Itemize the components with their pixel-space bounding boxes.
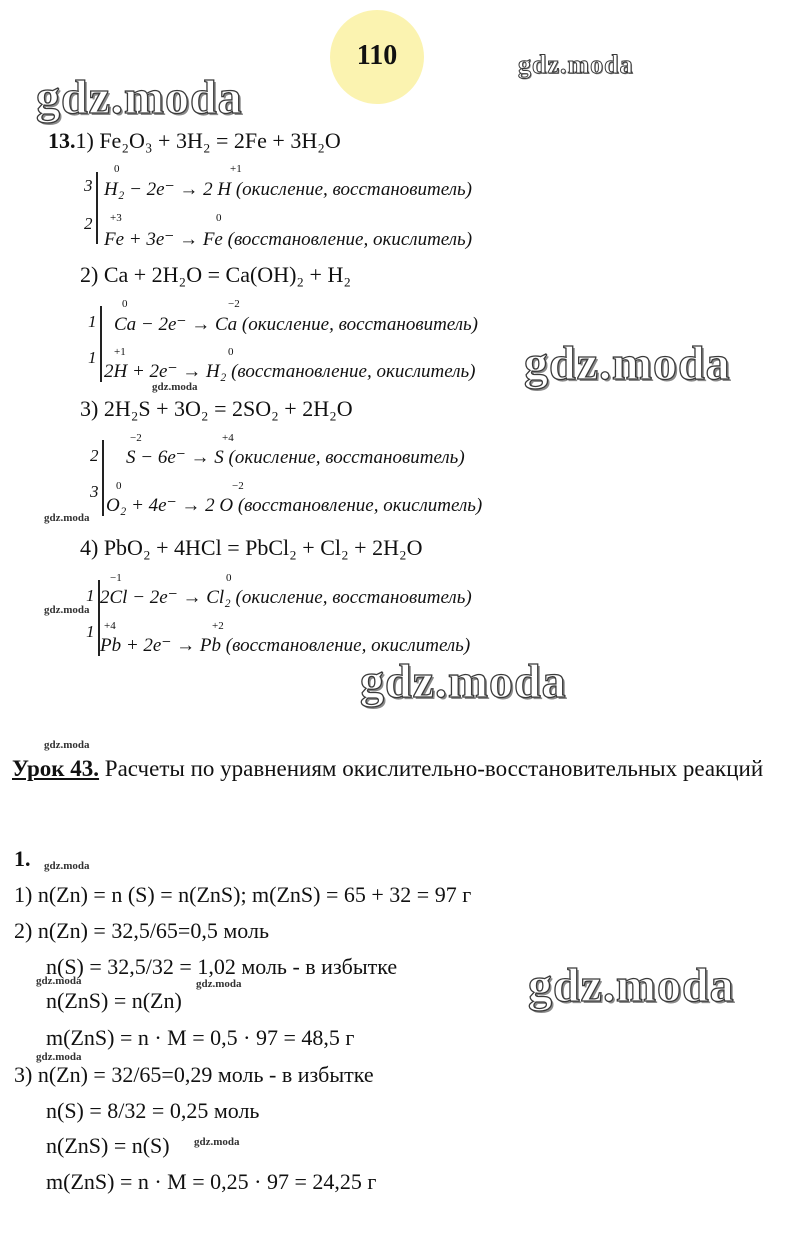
half-reaction: Ca − 2e⁻ → Ca (окисление, восстановитель) (114, 314, 479, 335)
lesson-heading (12, 752, 792, 785)
solution-line: m(ZnS) = n · M = 0,25 · 97 = 24,25 г (46, 1169, 377, 1194)
oxidation-state: +4 (222, 432, 234, 444)
lesson-label: Урок 43. (12, 756, 100, 781)
oxidation-state: +1 (114, 346, 126, 358)
solution-line: 1) n(Zn) = n (S) = n(ZnS); m(ZnS) = 65 + 32 = 97 г (14, 882, 472, 907)
oxidation-state: 0 (216, 212, 222, 224)
half-reaction: 2H + 2e⁻ → H₂ (восстановление, окислитель) (104, 361, 476, 382)
half-reaction-coef: 2 (84, 214, 93, 233)
half-reaction-coef: 1 (86, 622, 95, 641)
half-reaction-coef: 3 (90, 482, 99, 501)
solution-line: 3) n(Zn) = 32/65=0,29 моль - в избытке (14, 1062, 374, 1087)
watermark-small: gdz.moda (194, 1136, 240, 1148)
page-number-badge (330, 10, 424, 104)
half-reaction-coef: 3 (84, 176, 93, 195)
watermark-small: gdz.moda (44, 604, 90, 616)
solution-line: n(S) = 8/32 = 0,25 моль (46, 1098, 260, 1123)
oxidation-state: −2 (130, 432, 142, 444)
reaction-3-equation: 3) 2H₂S + 3O₂ = 2SO₂ + 2H₂O (80, 396, 353, 421)
watermark-small: gdz.moda (152, 381, 198, 393)
oxidation-state: +1 (230, 163, 242, 175)
watermark: gdz.moda (524, 337, 731, 390)
half-reaction: Pb + 2e⁻ → Pb (восстановление, окислитель) (100, 635, 471, 656)
oxidation-state: 0 (226, 572, 232, 584)
page-number: 110 (356, 40, 398, 71)
watermark-small: gdz.moda (44, 739, 90, 751)
oxidation-state: +2 (212, 620, 224, 632)
balance-bar (102, 440, 104, 516)
half-reaction: H₂ − 2e⁻ → 2 H (окисление, восстановитель) (104, 179, 472, 200)
watermark: gdz.moda (528, 959, 735, 1012)
balance-bar (100, 306, 102, 382)
oxidation-state: 0 (114, 163, 120, 175)
oxidation-state: +3 (110, 212, 122, 224)
watermark-small: gdz.moda (36, 1051, 82, 1063)
half-reaction: 2Cl − 2e⁻ → Cl₂ (окисление, восстановитель) (100, 587, 472, 608)
oxidation-state: 0 (116, 480, 122, 492)
half-reaction: O₂ + 4e⁻ → 2 O (восстановление, окислитель) (106, 495, 483, 516)
watermark-small: gdz.moda (196, 978, 242, 990)
half-reaction-coef: 1 (88, 348, 97, 367)
oxidation-state: 0 (122, 298, 128, 310)
watermark-small: gdz.moda (36, 975, 82, 987)
solution-line: n(ZnS) = n(S) (46, 1133, 170, 1158)
half-reaction-coef: 1 (88, 312, 97, 331)
half-reaction-coef: 1 (86, 586, 95, 605)
oxidation-state: −2 (232, 480, 244, 492)
solution-line: n(ZnS) = n(Zn) (46, 988, 182, 1013)
task-13-number: 13. (48, 128, 76, 153)
watermark: gdz.moda (36, 71, 243, 124)
solution-line: m(ZnS) = n · M = 0,5 · 97 = 48,5 г (46, 1025, 355, 1050)
half-reaction: Fe + 3e⁻ → Fe (восстановление, окислитель) (104, 229, 473, 250)
task-1-number: 1. (14, 846, 31, 871)
half-reaction: S − 6e⁻ → S (окисление, восстановитель) (126, 447, 465, 468)
reaction-1-equation: 13.1) Fe₂O₃ + 3H₂ = 2Fe + 3H₂O (48, 128, 341, 153)
reaction-4-equation: 4) PbO₂ + 4HCl = PbCl₂ + Cl₂ + 2H₂O (80, 535, 423, 560)
reaction-2-equation: 2) Ca + 2H₂O = Ca(OH)₂ + H₂ (80, 262, 352, 287)
oxidation-state: −1 (110, 572, 122, 584)
watermark: gdz.moda (360, 655, 567, 708)
half-reaction-coef: 2 (90, 446, 99, 465)
oxidation-state: −2 (228, 298, 240, 310)
balance-bar (96, 172, 98, 244)
watermark-small: gdz.moda (44, 860, 90, 872)
oxidation-state: +4 (104, 620, 116, 632)
solution-line: 2) n(Zn) = 32,5/65=0,5 моль (14, 918, 269, 943)
oxidation-state: 0 (228, 346, 234, 358)
watermark-small: gdz.moda (44, 512, 90, 524)
solution-line: n(S) = 32,5/32 = 1,02 моль - в избытке (46, 954, 398, 979)
lesson-title: Расчеты по уравнениям окислительно-восстановительных реакций (99, 756, 764, 781)
watermark: gdz.moda (518, 50, 634, 79)
